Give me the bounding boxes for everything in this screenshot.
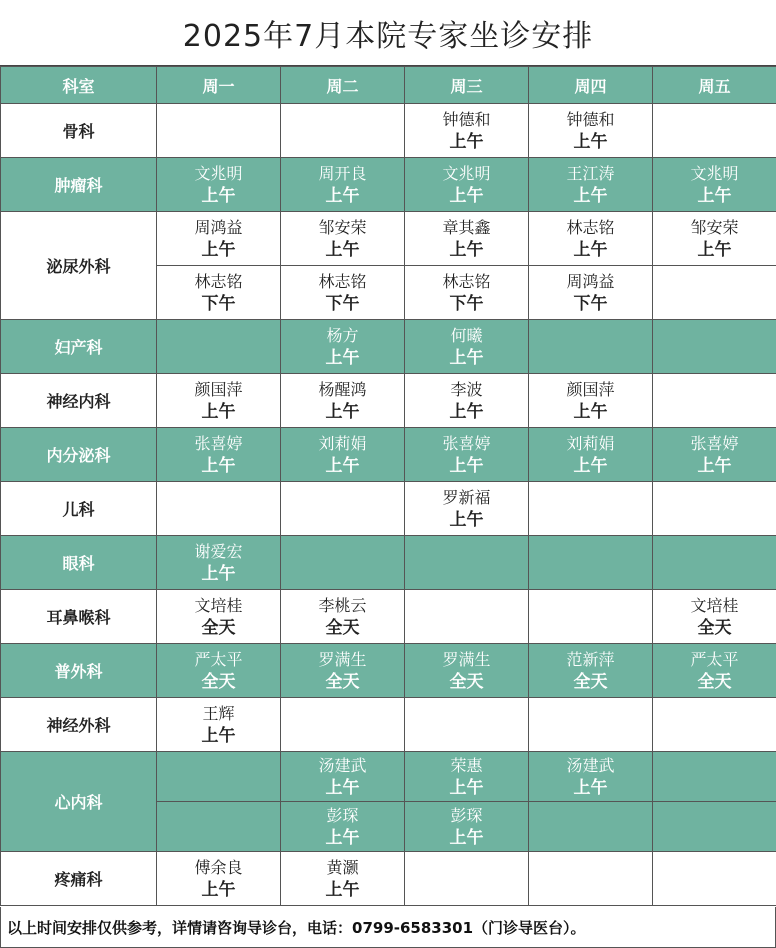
schedule-cell xyxy=(281,428,405,482)
table-row xyxy=(1,212,776,266)
schedule-cell xyxy=(529,104,653,158)
schedule-cell xyxy=(529,266,653,320)
schedule-cell xyxy=(653,104,776,158)
session-time: 上午 xyxy=(573,239,608,260)
doctor-slot xyxy=(157,216,280,262)
doctor-slot xyxy=(529,648,652,694)
schedule-cell xyxy=(281,590,405,644)
schedule-cell xyxy=(157,536,281,590)
doctor-slot xyxy=(653,594,776,640)
dept-cell: 心内科 xyxy=(1,752,157,852)
schedule-cell xyxy=(281,212,405,266)
doctor-name: 颜国萍 xyxy=(566,379,615,399)
doctor-name: 何曦 xyxy=(450,325,483,345)
table-row xyxy=(1,320,776,374)
table-row xyxy=(1,104,776,158)
schedule-cell xyxy=(405,428,529,482)
schedule-cell xyxy=(653,266,776,320)
dept-cell: 泌尿外科 xyxy=(1,212,157,320)
session-time: 下午 xyxy=(325,293,360,314)
doctor-slot xyxy=(529,378,652,424)
doctor-slot xyxy=(281,856,404,902)
schedule-cell xyxy=(653,536,776,590)
doctor-name: 钟德和 xyxy=(566,109,615,129)
doctor-slot xyxy=(281,754,404,800)
dept-cell: 神经外科 xyxy=(1,698,157,752)
schedule-cell xyxy=(281,698,405,752)
doctor-slot xyxy=(405,432,528,478)
doctor-name: 王江涛 xyxy=(566,163,615,183)
dept-cell: 耳鼻喉科 xyxy=(1,590,157,644)
dept-cell: 疼痛科 xyxy=(1,852,157,906)
session-time: 上午 xyxy=(697,185,732,206)
schedule-cell xyxy=(405,644,529,698)
header-row xyxy=(1,67,776,104)
session-time: 上午 xyxy=(449,131,484,152)
doctor-name: 李波 xyxy=(450,379,483,399)
session-time: 上午 xyxy=(325,347,360,368)
doctor-slot xyxy=(529,754,652,800)
schedule-cell xyxy=(529,320,653,374)
schedule-cell xyxy=(281,802,405,852)
schedule-cell xyxy=(157,266,281,320)
schedule-cell xyxy=(653,590,776,644)
doctor-slot xyxy=(405,162,528,208)
dept-cell: 内分泌科 xyxy=(1,428,157,482)
doctor-name: 颜国萍 xyxy=(194,379,243,399)
doctor-slot xyxy=(281,432,404,478)
doctor-slot xyxy=(157,378,280,424)
doctor-slot xyxy=(529,162,652,208)
doctor-slot xyxy=(157,594,280,640)
schedule-cell xyxy=(157,482,281,536)
session-time: 上午 xyxy=(449,455,484,476)
session-time: 上午 xyxy=(449,347,484,368)
schedule-cell xyxy=(405,320,529,374)
table-row xyxy=(1,698,776,752)
doctor-slot xyxy=(529,432,652,478)
session-time: 上午 xyxy=(449,777,484,798)
doctor-name: 邹安荣 xyxy=(690,217,739,237)
dept-cell: 眼科 xyxy=(1,536,157,590)
schedule-cell xyxy=(653,428,776,482)
schedule-cell xyxy=(653,644,776,698)
doctor-name: 杨醒鸿 xyxy=(318,379,367,399)
table-row xyxy=(1,482,776,536)
schedule-cell xyxy=(653,212,776,266)
schedule-cell xyxy=(405,104,529,158)
schedule-cell xyxy=(405,482,529,536)
schedule-cell xyxy=(157,374,281,428)
table-row xyxy=(1,590,776,644)
doctor-slot xyxy=(157,540,280,586)
schedule-cell xyxy=(653,802,776,852)
schedule-cell xyxy=(653,320,776,374)
doctor-name: 范新萍 xyxy=(566,649,615,669)
table-row xyxy=(1,852,776,906)
session-time: 上午 xyxy=(325,239,360,260)
schedule-cell xyxy=(281,644,405,698)
doctor-name: 钟德和 xyxy=(442,109,491,129)
dept-cell: 骨科 xyxy=(1,104,157,158)
session-time: 上午 xyxy=(201,879,236,900)
schedule-cell xyxy=(529,752,653,802)
schedule-cell xyxy=(529,644,653,698)
schedule-cell xyxy=(529,802,653,852)
schedule-cell xyxy=(529,482,653,536)
doctor-name: 周鸿益 xyxy=(194,217,243,237)
session-time: 上午 xyxy=(201,401,236,422)
schedule-cell xyxy=(405,852,529,906)
schedule-cell xyxy=(157,698,281,752)
table-row xyxy=(1,644,776,698)
doctor-slot xyxy=(653,162,776,208)
doctor-name: 周开良 xyxy=(318,163,367,183)
doctor-name: 林志铭 xyxy=(442,271,491,291)
schedule-cell xyxy=(653,482,776,536)
page-title: 2025年7月本院专家坐诊安排 xyxy=(0,0,776,66)
table-row xyxy=(1,752,776,802)
doctor-slot xyxy=(405,754,528,800)
schedule-cell xyxy=(281,752,405,802)
doctor-name: 刘莉娟 xyxy=(318,433,367,453)
header-day: 周三 xyxy=(405,67,529,104)
schedule-cell xyxy=(405,752,529,802)
table-row xyxy=(1,428,776,482)
doctor-slot xyxy=(529,216,652,262)
session-time: 全天 xyxy=(325,617,360,638)
schedule-cell xyxy=(405,802,529,852)
doctor-name: 文兆明 xyxy=(194,163,243,183)
schedule-cell xyxy=(405,698,529,752)
doctor-name: 文兆明 xyxy=(442,163,491,183)
session-time: 全天 xyxy=(201,617,236,638)
schedule-cell xyxy=(157,644,281,698)
doctor-slot xyxy=(529,108,652,154)
session-time: 上午 xyxy=(449,239,484,260)
doctor-slot xyxy=(281,594,404,640)
session-time: 下午 xyxy=(449,293,484,314)
session-time: 上午 xyxy=(697,455,732,476)
doctor-name: 李桃云 xyxy=(318,595,367,615)
doctor-slot xyxy=(405,648,528,694)
session-time: 上午 xyxy=(449,401,484,422)
schedule-cell xyxy=(405,536,529,590)
session-time: 上午 xyxy=(201,455,236,476)
dept-cell: 妇产科 xyxy=(1,320,157,374)
schedule-cell xyxy=(281,482,405,536)
doctor-slot xyxy=(281,648,404,694)
dept-cell: 肿瘤科 xyxy=(1,158,157,212)
doctor-name: 文培桂 xyxy=(194,595,243,615)
dept-cell: 普外科 xyxy=(1,644,157,698)
session-time: 上午 xyxy=(573,777,608,798)
session-time: 上午 xyxy=(325,185,360,206)
schedule-cell xyxy=(653,158,776,212)
doctor-slot xyxy=(405,378,528,424)
doctor-slot xyxy=(529,270,652,316)
header-day: 周五 xyxy=(653,67,776,104)
schedule-cell xyxy=(405,590,529,644)
doctor-name: 王辉 xyxy=(202,703,235,723)
doctor-slot xyxy=(281,378,404,424)
dept-cell: 儿科 xyxy=(1,482,157,536)
doctor-name: 傅余良 xyxy=(194,857,243,877)
session-time: 全天 xyxy=(573,671,608,692)
schedule-cell xyxy=(529,158,653,212)
schedule-cell xyxy=(157,428,281,482)
doctor-name: 汤建武 xyxy=(566,755,615,775)
schedule-cell xyxy=(529,212,653,266)
doctor-slot xyxy=(157,648,280,694)
session-time: 上午 xyxy=(325,455,360,476)
doctor-name: 汤建武 xyxy=(318,755,367,775)
doctor-slot xyxy=(653,216,776,262)
doctor-slot xyxy=(405,324,528,370)
session-time: 上午 xyxy=(325,777,360,798)
doctor-slot xyxy=(405,216,528,262)
doctor-slot xyxy=(405,486,528,532)
schedule-cell xyxy=(157,104,281,158)
schedule-cell xyxy=(281,158,405,212)
table-row xyxy=(1,536,776,590)
schedule-cell xyxy=(405,374,529,428)
schedule-cell xyxy=(281,852,405,906)
table-row xyxy=(1,158,776,212)
session-time: 上午 xyxy=(325,879,360,900)
session-time: 上午 xyxy=(201,185,236,206)
doctor-name: 林志铭 xyxy=(194,271,243,291)
session-time: 上午 xyxy=(449,509,484,530)
schedule-cell xyxy=(653,698,776,752)
schedule-cell xyxy=(281,374,405,428)
schedule-cell xyxy=(157,852,281,906)
footer-note: 以上时间安排仅供参考，详情请咨询导诊台，电话：0799-6583301（门诊导医台）。 xyxy=(0,907,776,948)
doctor-name: 张喜婷 xyxy=(690,433,739,453)
schedule-cell xyxy=(281,320,405,374)
session-time: 上午 xyxy=(449,827,484,848)
doctor-name: 谢爱宏 xyxy=(194,541,243,561)
doctor-name: 严太平 xyxy=(194,649,243,669)
session-time: 全天 xyxy=(697,617,732,638)
session-time: 全天 xyxy=(201,671,236,692)
schedule-cell xyxy=(653,374,776,428)
schedule-cell xyxy=(529,698,653,752)
session-time: 下午 xyxy=(573,293,608,314)
doctor-slot xyxy=(281,270,404,316)
session-time: 上午 xyxy=(697,239,732,260)
doctor-slot xyxy=(281,216,404,262)
session-time: 上午 xyxy=(325,827,360,848)
session-time: 全天 xyxy=(325,671,360,692)
table-row xyxy=(1,374,776,428)
doctor-slot xyxy=(157,432,280,478)
doctor-name: 黄灏 xyxy=(326,857,359,877)
schedule-cell xyxy=(529,852,653,906)
doctor-slot xyxy=(281,324,404,370)
dept-cell: 神经内科 xyxy=(1,374,157,428)
doctor-name: 文培桂 xyxy=(690,595,739,615)
session-time: 下午 xyxy=(201,293,236,314)
doctor-name: 罗满生 xyxy=(318,649,367,669)
doctor-name: 林志铭 xyxy=(318,271,367,291)
schedule-cell xyxy=(157,590,281,644)
session-time: 上午 xyxy=(325,401,360,422)
schedule-cell xyxy=(529,590,653,644)
schedule-cell xyxy=(405,158,529,212)
doctor-slot xyxy=(157,162,280,208)
doctor-name: 邹安荣 xyxy=(318,217,367,237)
schedule-cell xyxy=(653,752,776,802)
schedule-cell xyxy=(281,536,405,590)
header-day: 周四 xyxy=(529,67,653,104)
doctor-slot xyxy=(405,270,528,316)
schedule-cell xyxy=(157,802,281,852)
doctor-name: 荣惠 xyxy=(450,755,483,775)
doctor-name: 彭琛 xyxy=(450,805,483,825)
header-day: 周一 xyxy=(157,67,281,104)
schedule-cell xyxy=(157,212,281,266)
doctor-name: 严太平 xyxy=(690,649,739,669)
doctor-name: 文兆明 xyxy=(690,163,739,183)
doctor-name: 周鸿益 xyxy=(566,271,615,291)
schedule-cell xyxy=(281,104,405,158)
doctor-slot xyxy=(157,270,280,316)
schedule-cell xyxy=(405,212,529,266)
doctor-name: 张喜婷 xyxy=(442,433,491,453)
schedule-table xyxy=(0,66,776,906)
schedule-cell xyxy=(281,266,405,320)
doctor-name: 罗新福 xyxy=(442,487,491,507)
doctor-slot xyxy=(653,432,776,478)
schedule-cell xyxy=(529,536,653,590)
doctor-slot xyxy=(405,108,528,154)
session-time: 上午 xyxy=(573,131,608,152)
schedule-cell xyxy=(157,158,281,212)
header-dept: 科室 xyxy=(1,67,157,104)
session-time: 上午 xyxy=(201,563,236,584)
doctor-slot xyxy=(157,702,280,748)
doctor-slot xyxy=(281,804,404,850)
schedule-cell xyxy=(405,266,529,320)
schedule-cell xyxy=(529,374,653,428)
session-time: 上午 xyxy=(573,185,608,206)
schedule-cell xyxy=(529,428,653,482)
session-time: 上午 xyxy=(201,725,236,746)
doctor-name: 彭琛 xyxy=(326,805,359,825)
schedule-cell xyxy=(157,320,281,374)
doctor-name: 杨方 xyxy=(326,325,359,345)
session-time: 上午 xyxy=(573,401,608,422)
doctor-slot xyxy=(405,804,528,850)
doctor-slot xyxy=(653,648,776,694)
doctor-slot xyxy=(281,162,404,208)
session-time: 上午 xyxy=(201,239,236,260)
doctor-name: 张喜婷 xyxy=(194,433,243,453)
doctor-slot xyxy=(157,856,280,902)
session-time: 全天 xyxy=(697,671,732,692)
session-time: 上午 xyxy=(449,185,484,206)
header-day: 周二 xyxy=(281,67,405,104)
doctor-name: 刘莉娟 xyxy=(566,433,615,453)
schedule-cell xyxy=(653,852,776,906)
doctor-name: 章其鑫 xyxy=(442,217,491,237)
session-time: 全天 xyxy=(449,671,484,692)
doctor-name: 罗满生 xyxy=(442,649,491,669)
schedule-cell xyxy=(157,752,281,802)
session-time: 上午 xyxy=(573,455,608,476)
doctor-name: 林志铭 xyxy=(566,217,615,237)
